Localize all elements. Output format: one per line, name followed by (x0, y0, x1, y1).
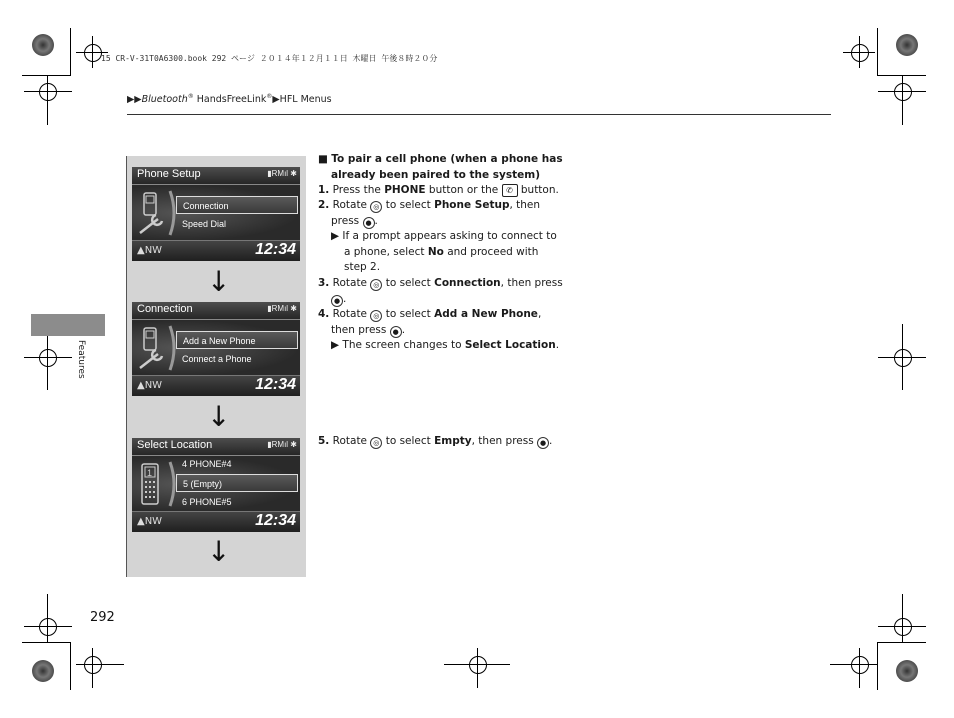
compass-direction: ▲NW (137, 245, 163, 256)
down-arrow-icon: ↓ (207, 265, 231, 298)
screen-title: Phone Setup (137, 168, 201, 180)
clock: 12:34 (255, 241, 296, 258)
clock: 12:34 (255, 376, 296, 393)
location-item-6[interactable]: 6 PHONE#5 (182, 497, 232, 507)
selector-knob-icon: ◎ (370, 437, 382, 449)
step-3: 3. Rotate ◎ to select Connection, then press ● . (318, 277, 563, 305)
press-knob-icon: ● (331, 295, 343, 307)
step-4-note: ▶ The screen changes to Select Location. (331, 339, 560, 351)
step-5: 5. Rotate ◎ to select Empty, then press ● . (318, 435, 553, 447)
press-knob-icon: ● (537, 437, 549, 449)
breadcrumb-hfl-menus: HFL Menus (279, 94, 332, 106)
screen-panel (126, 156, 306, 577)
screen-body (132, 320, 300, 376)
down-arrow-icon: ↓ (207, 400, 231, 433)
screen-body (132, 456, 300, 512)
status-icons: ▮RMıl ✱ (267, 304, 297, 313)
status-icons: ▮RMıl ✱ (267, 440, 297, 449)
step-4: 4. Rotate ◎ to select Add a New Phone, then press ● . (318, 308, 542, 336)
screen-connection (132, 302, 300, 396)
registered-mark: ® (266, 93, 273, 100)
step-2-note: ▶ If a prompt appears asking to connect to a phone, select No and proceed with step 2. (331, 230, 557, 273)
registered-mark: ® (187, 93, 194, 100)
phone-button-icon: ✆ (502, 184, 518, 197)
down-arrow-icon: ↓ (207, 535, 231, 568)
phone-keypad-icon (136, 460, 176, 508)
screen-body (132, 185, 300, 241)
screen-phone-setup (132, 167, 300, 261)
menu-item-add-new-phone[interactable]: Add a New Phone (176, 331, 298, 349)
breadcrumb-arrow: ▶▶ (127, 94, 142, 106)
screen-title-bar (132, 438, 300, 456)
phone-wrench-icon (136, 189, 176, 237)
section-tab (31, 314, 105, 336)
screen-title: Select Location (137, 439, 213, 451)
screen-select-location (132, 438, 300, 532)
status-icons: ▮RMıl ✱ (267, 169, 297, 178)
compass-direction: ▲NW (137, 380, 163, 391)
selector-knob-icon: ◎ (370, 279, 382, 291)
breadcrumb-bluetooth: Bluetooth (141, 94, 188, 106)
location-item-5-empty[interactable]: 5 (Empty) (176, 474, 298, 492)
breadcrumb-handsfreelink: HandsFreeLink (193, 94, 267, 106)
screen-footer (132, 511, 300, 532)
menu-item-speed-dial[interactable]: Speed Dial (182, 219, 227, 229)
breadcrumb (127, 93, 332, 105)
phone-wrench-icon (136, 324, 176, 372)
page-number: 292 (90, 610, 115, 625)
compass-direction: ▲NW (137, 516, 163, 527)
location-item-4[interactable]: 4 PHONE#4 (182, 459, 232, 469)
step-1: 1. Press the PHONE button or the ✆ button. (318, 184, 559, 196)
menu-item-connect-phone[interactable]: Connect a Phone (182, 354, 252, 364)
header-rule (127, 114, 831, 115)
screen-title-bar (132, 302, 300, 320)
screen-title: Connection (137, 303, 193, 315)
instruction-heading: ■ To pair a cell phone (when a phone has already been paired to the system) (318, 153, 563, 181)
selector-knob-icon: ◎ (370, 310, 382, 322)
svg-text:1: 1 (147, 468, 153, 478)
press-knob-icon: ● (390, 326, 402, 338)
screen-footer (132, 375, 300, 396)
print-header: 15 CR-V-31T0A6300.book 292 ページ ２０１４年１２月１１日 木曜日 午後８時２０分 (101, 54, 438, 63)
clock: 12:34 (255, 512, 296, 529)
press-knob-icon: ● (363, 217, 375, 229)
breadcrumb-arrow: ▶ (272, 94, 280, 106)
screen-title-bar (132, 167, 300, 185)
selector-knob-icon: ◎ (370, 201, 382, 213)
screen-footer (132, 240, 300, 261)
side-tab-label: Features (76, 340, 86, 379)
step-2: 2. Rotate ◎ to select Phone Setup, then press ● . (318, 199, 541, 227)
menu-item-connection[interactable]: Connection (176, 196, 298, 214)
